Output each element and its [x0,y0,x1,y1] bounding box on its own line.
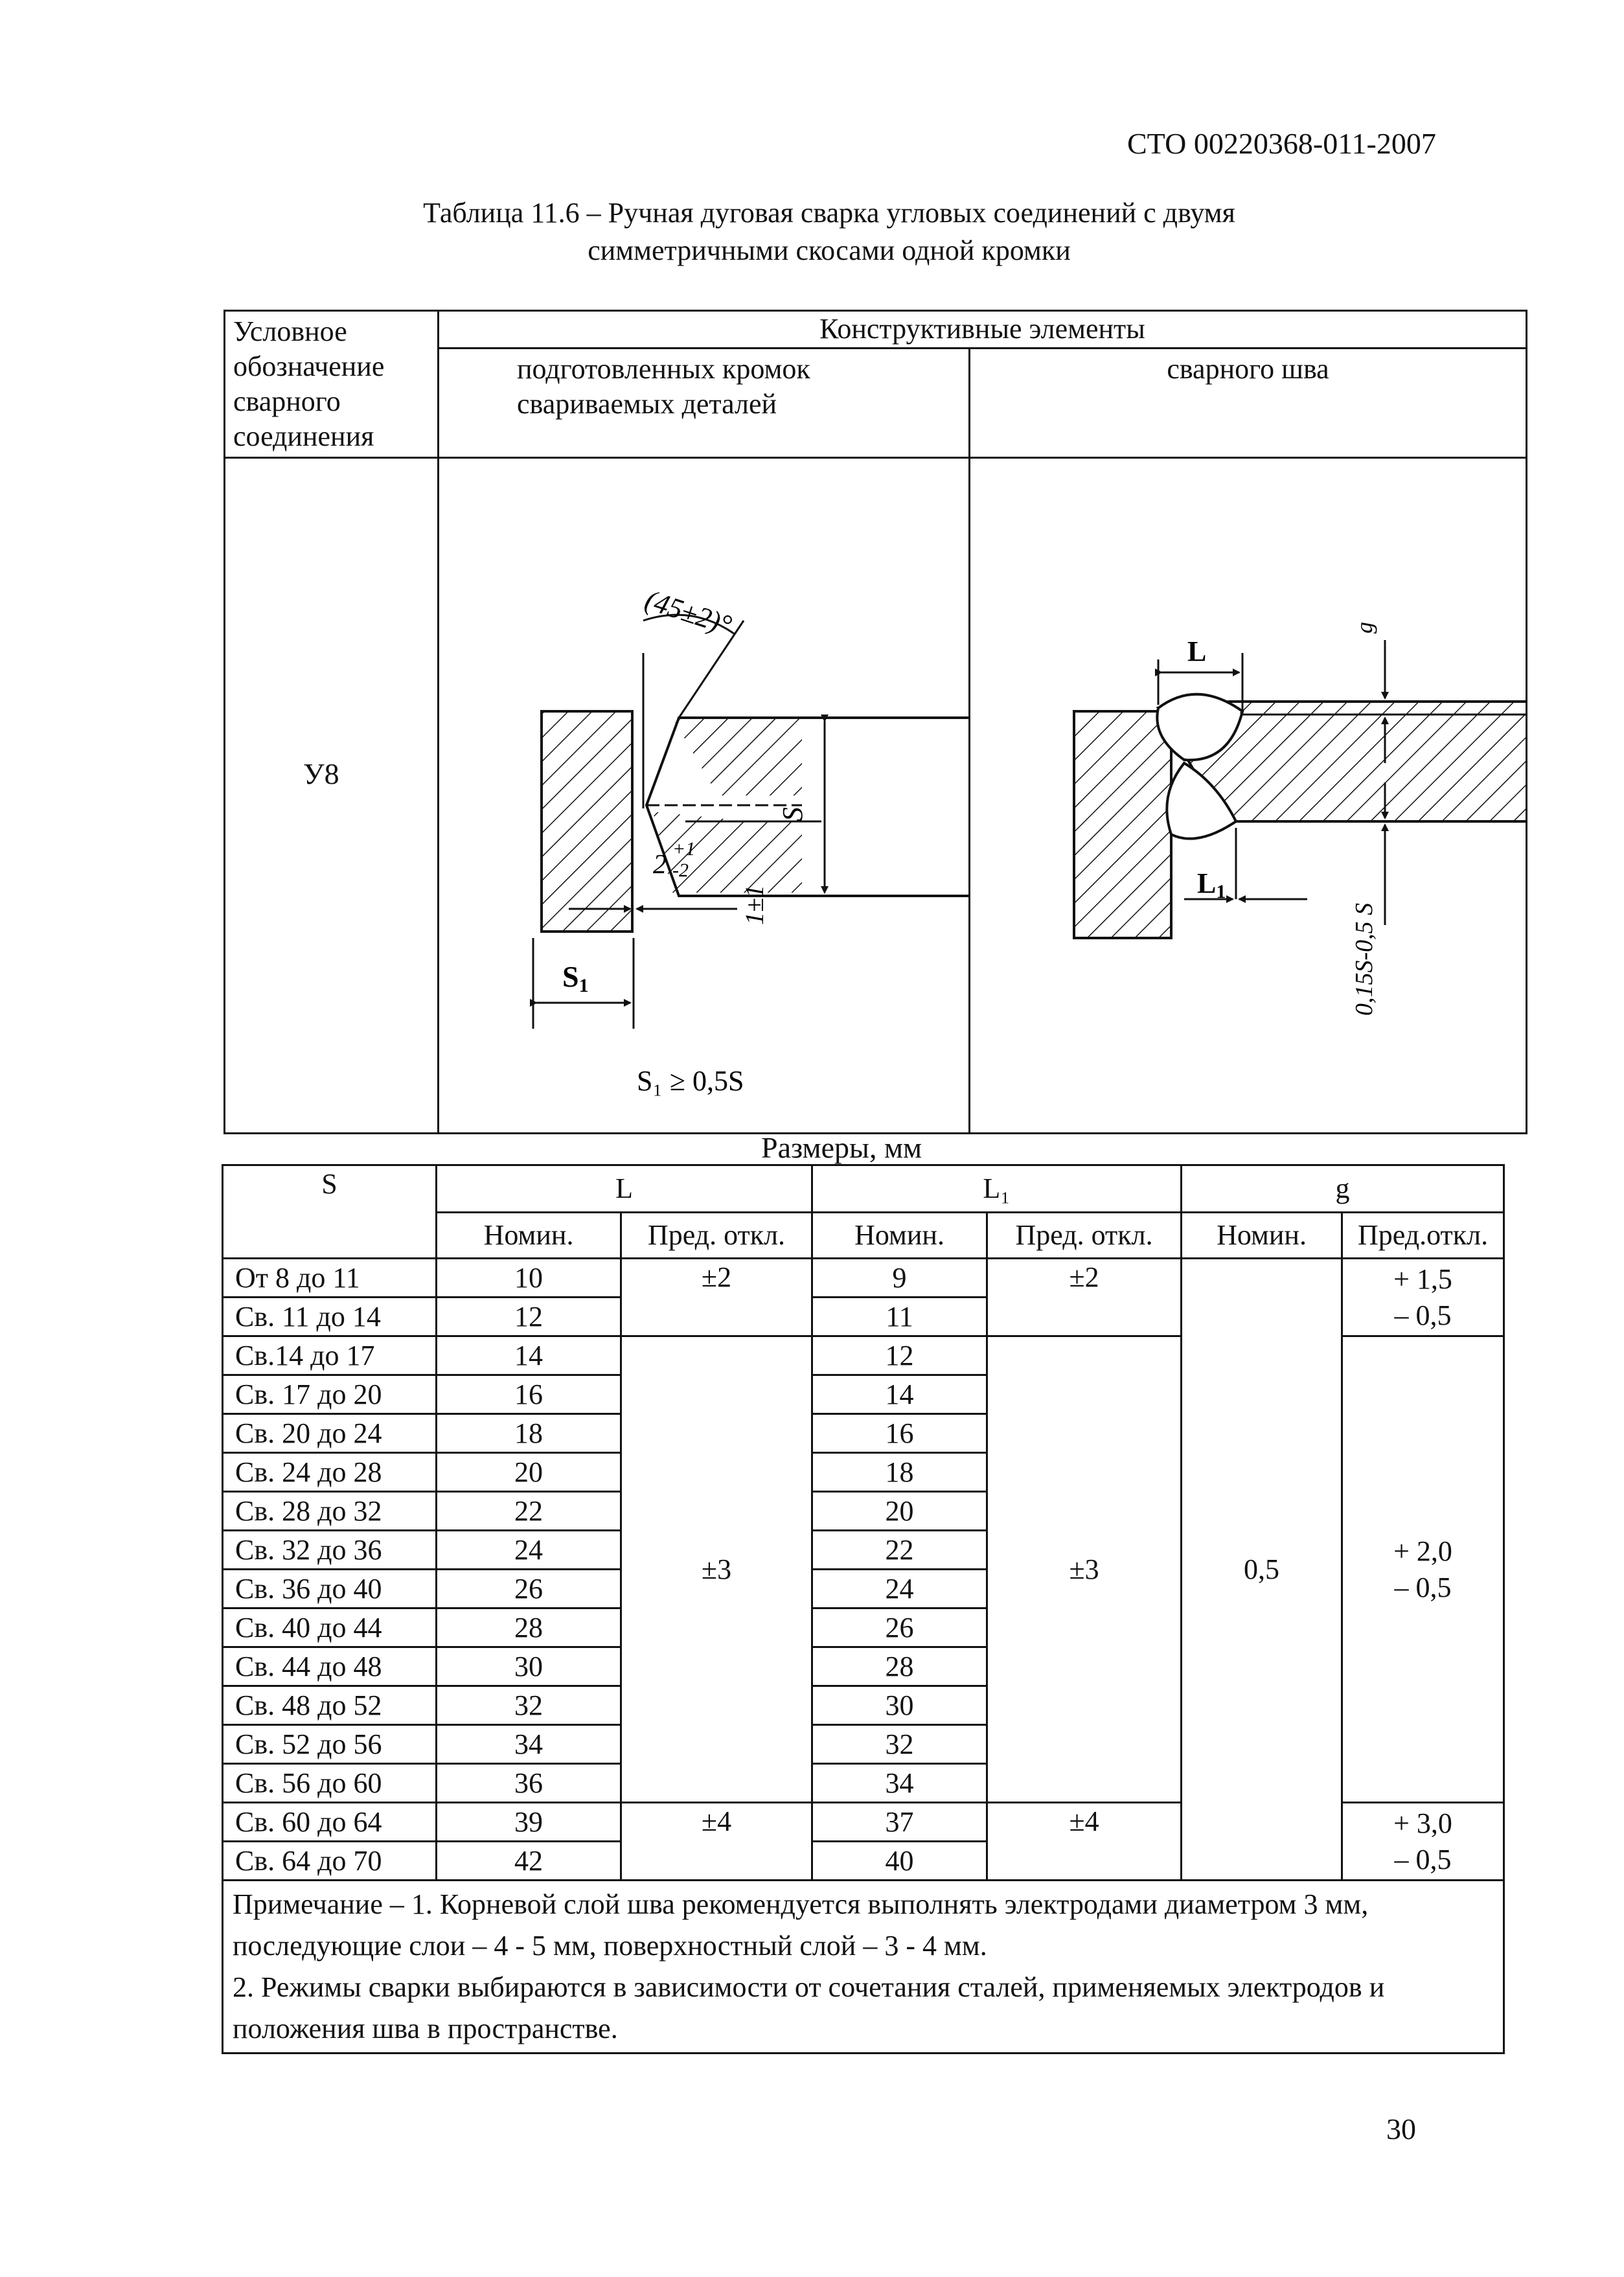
l1-deviation-cell: ±3 [987,1336,1182,1803]
header-line: сварного [233,385,341,417]
s-range-cell: Св. 52 до 56 [223,1725,437,1764]
dimensions-table [222,1164,1505,2054]
l-nominal-cell: 32 [437,1686,621,1725]
g-dev-plus: + 1,5 [1393,1263,1452,1295]
l1-nominal-cell: 40 [812,1842,987,1881]
s-range-cell: Св. 44 до 48 [223,1647,437,1686]
l1-label [1197,867,1226,902]
l1-nominal-cell: 12 [812,1336,987,1375]
range-label: 0,15S-0,5 S [1351,902,1378,1016]
g-deviation-header: Пред.откл. [1342,1213,1504,1259]
l-nominal-cell: 34 [437,1725,621,1764]
s-range-cell: Св. 60 до 64 [223,1803,437,1842]
l-nominal-cell: 22 [437,1492,621,1531]
table-note [223,1881,1504,2054]
prepared-edges-header [439,348,970,457]
l1-nominal-header: Номин. [812,1213,987,1259]
g-label: g [1351,622,1377,634]
weld-seam-diagram [970,459,1527,1132]
l1-nominal-cell: 22 [812,1531,987,1570]
s-range-cell: Св. 17 до 20 [223,1375,437,1414]
g-deviation-cell [1342,1336,1504,1803]
l1-nominal-cell: 26 [812,1608,987,1647]
page-number: 30 [1386,2112,1416,2145]
caption-line-2: симметричными скосами одной кромки [588,235,1071,266]
l1-nominal-cell: 9 [812,1259,987,1298]
s1-main: S [562,960,579,993]
l-nominal-cell: 39 [437,1803,621,1842]
thickness-s-label: S [777,807,808,821]
vertical-plate [1074,711,1171,938]
s-range-cell: Св.14 до 17 [223,1336,437,1375]
g-dev-minus: – 0,5 [1394,1843,1452,1875]
l-nominal-cell: 14 [437,1336,621,1375]
header-line: подготовленных кромок [517,352,810,385]
note-1: Примечание – 1. Корневой слой шва рекомендуется выполнять электродами диаметром 3 мм, последующие слои – 4 - 5 мм, поверхностный слой – 3 - 4 мм. [233,1888,1369,1962]
l-nominal-cell: 36 [437,1764,621,1803]
bevel-angle-label: (45±2)° [641,583,736,641]
l-label: L [1187,635,1207,667]
gap-plus-label: +1 [672,838,696,860]
header-line: обозначение [233,350,385,382]
prepared-edges-diagram [439,459,970,1132]
s-range-cell: Св. 28 до 32 [223,1492,437,1531]
l1-nominal-cell: 37 [812,1803,987,1842]
l-header: L [437,1165,812,1213]
joint-symbol-header [225,311,439,458]
l-nominal-cell: 24 [437,1531,621,1570]
s-range-cell: Св. 48 до 52 [223,1686,437,1725]
l1-nominal-cell: 14 [812,1375,987,1414]
g-dev-minus: – 0,5 [1394,1299,1452,1331]
l1-nominal-cell: 28 [812,1647,987,1686]
l1-nominal-cell: 11 [812,1298,987,1336]
l-nominal-cell: 16 [437,1375,621,1414]
s-range-cell: Св. 40 до 44 [223,1608,437,1647]
g-nominal-cell: 0,5 [1182,1259,1342,1881]
caption-line-1: Таблица 11.6 – Ручная дуговая сварка угловых соединений с двумя [423,197,1235,229]
joint-symbol-cell [225,458,439,1134]
g-nominal-header: Номин. [1182,1213,1342,1259]
s-range-cell: Св. 24 до 28 [223,1453,437,1492]
gap-minus-label: -2 [672,860,689,881]
g-deviation-cell [1342,1259,1504,1336]
s1-subscript: 1 [578,975,589,996]
l1-nominal-cell: 18 [812,1453,987,1492]
header-line: соединения [233,420,374,452]
l-nominal-cell: 42 [437,1842,621,1881]
gap-label: 2 [653,850,667,880]
l-nominal-cell: 26 [437,1570,621,1608]
g-deviation-cell [1342,1803,1504,1881]
l-nominal-header: Номин. [437,1213,621,1259]
l1-deviation-cell: ±2 [987,1259,1182,1336]
table-row [223,1259,1504,1298]
vertical-plate [542,711,632,932]
l1-nominal-cell: 34 [812,1764,987,1803]
header-line: Условное [233,315,347,347]
l1-nominal-cell: 32 [812,1725,987,1764]
l-nominal-cell: 30 [437,1647,621,1686]
l-deviation-cell: ±2 [621,1259,812,1336]
joint-symbol: У8 [303,757,339,790]
l1-nominal-cell: 16 [812,1414,987,1453]
l-nominal-cell: 12 [437,1298,621,1336]
s-header: S [223,1165,437,1259]
structural-elements-header: Конструктивные элементы [439,311,1527,349]
l-nominal-cell: 10 [437,1259,621,1298]
sizes-title: Размеры, мм [761,1131,922,1164]
prepared-edges-diagram-cell [439,458,970,1134]
g-header: g [1182,1165,1504,1213]
g-dev-plus: + 2,0 [1393,1535,1452,1567]
l1-nominal-cell: 30 [812,1686,987,1725]
l1-deviation-header: Пред. откл. [987,1213,1182,1259]
weld-seam-header: сварного шва [970,348,1527,457]
s-range-cell: Св. 32 до 36 [223,1531,437,1570]
l1-deviation-cell: ±4 [987,1803,1182,1881]
l-nominal-cell: 28 [437,1608,621,1647]
s-range-cell: Св. 20 до 24 [223,1414,437,1453]
s-range-cell: От 8 до 11 [223,1259,437,1298]
table-caption [194,194,1464,269]
s-range-cell: Св. 11 до 14 [223,1298,437,1336]
l-deviation-cell: ±3 [621,1336,812,1803]
document-code: СТО 00220368-011-2007 [1127,127,1436,160]
l1-header: L₁ [812,1165,1182,1213]
l-deviation-header: Пред. откл. [621,1213,812,1259]
l-nominal-cell: 18 [437,1414,621,1453]
note-2: 2. Режимы сварки выбираются в зависимости от сочетания сталей, применяемых электродов и положения шва в пространстве. [233,1971,1385,2044]
l1-nominal-cell: 20 [812,1492,987,1531]
root-face-label: 1±1 [740,885,769,925]
l-deviation-cell: ±4 [621,1803,812,1881]
s-range-cell: Св. 36 до 40 [223,1570,437,1608]
s1-condition: S₁ ≥ 0,5S [637,1065,744,1097]
s1-label [562,960,589,996]
s-range-cell: Св. 64 до 70 [223,1842,437,1881]
joint-elements-table [223,310,1527,1134]
l1-nominal-cell: 24 [812,1570,987,1608]
s-range-cell: Св. 56 до 60 [223,1764,437,1803]
l-nominal-cell: 20 [437,1453,621,1492]
g-dev-minus: – 0,5 [1394,1571,1452,1603]
header-line: свариваемых деталей [517,387,777,420]
g-dev-plus: + 3,0 [1393,1807,1452,1839]
weld-seam-diagram-cell [970,458,1527,1134]
l1-subscript: 1 [1216,881,1226,902]
l1-main: L [1197,867,1217,899]
